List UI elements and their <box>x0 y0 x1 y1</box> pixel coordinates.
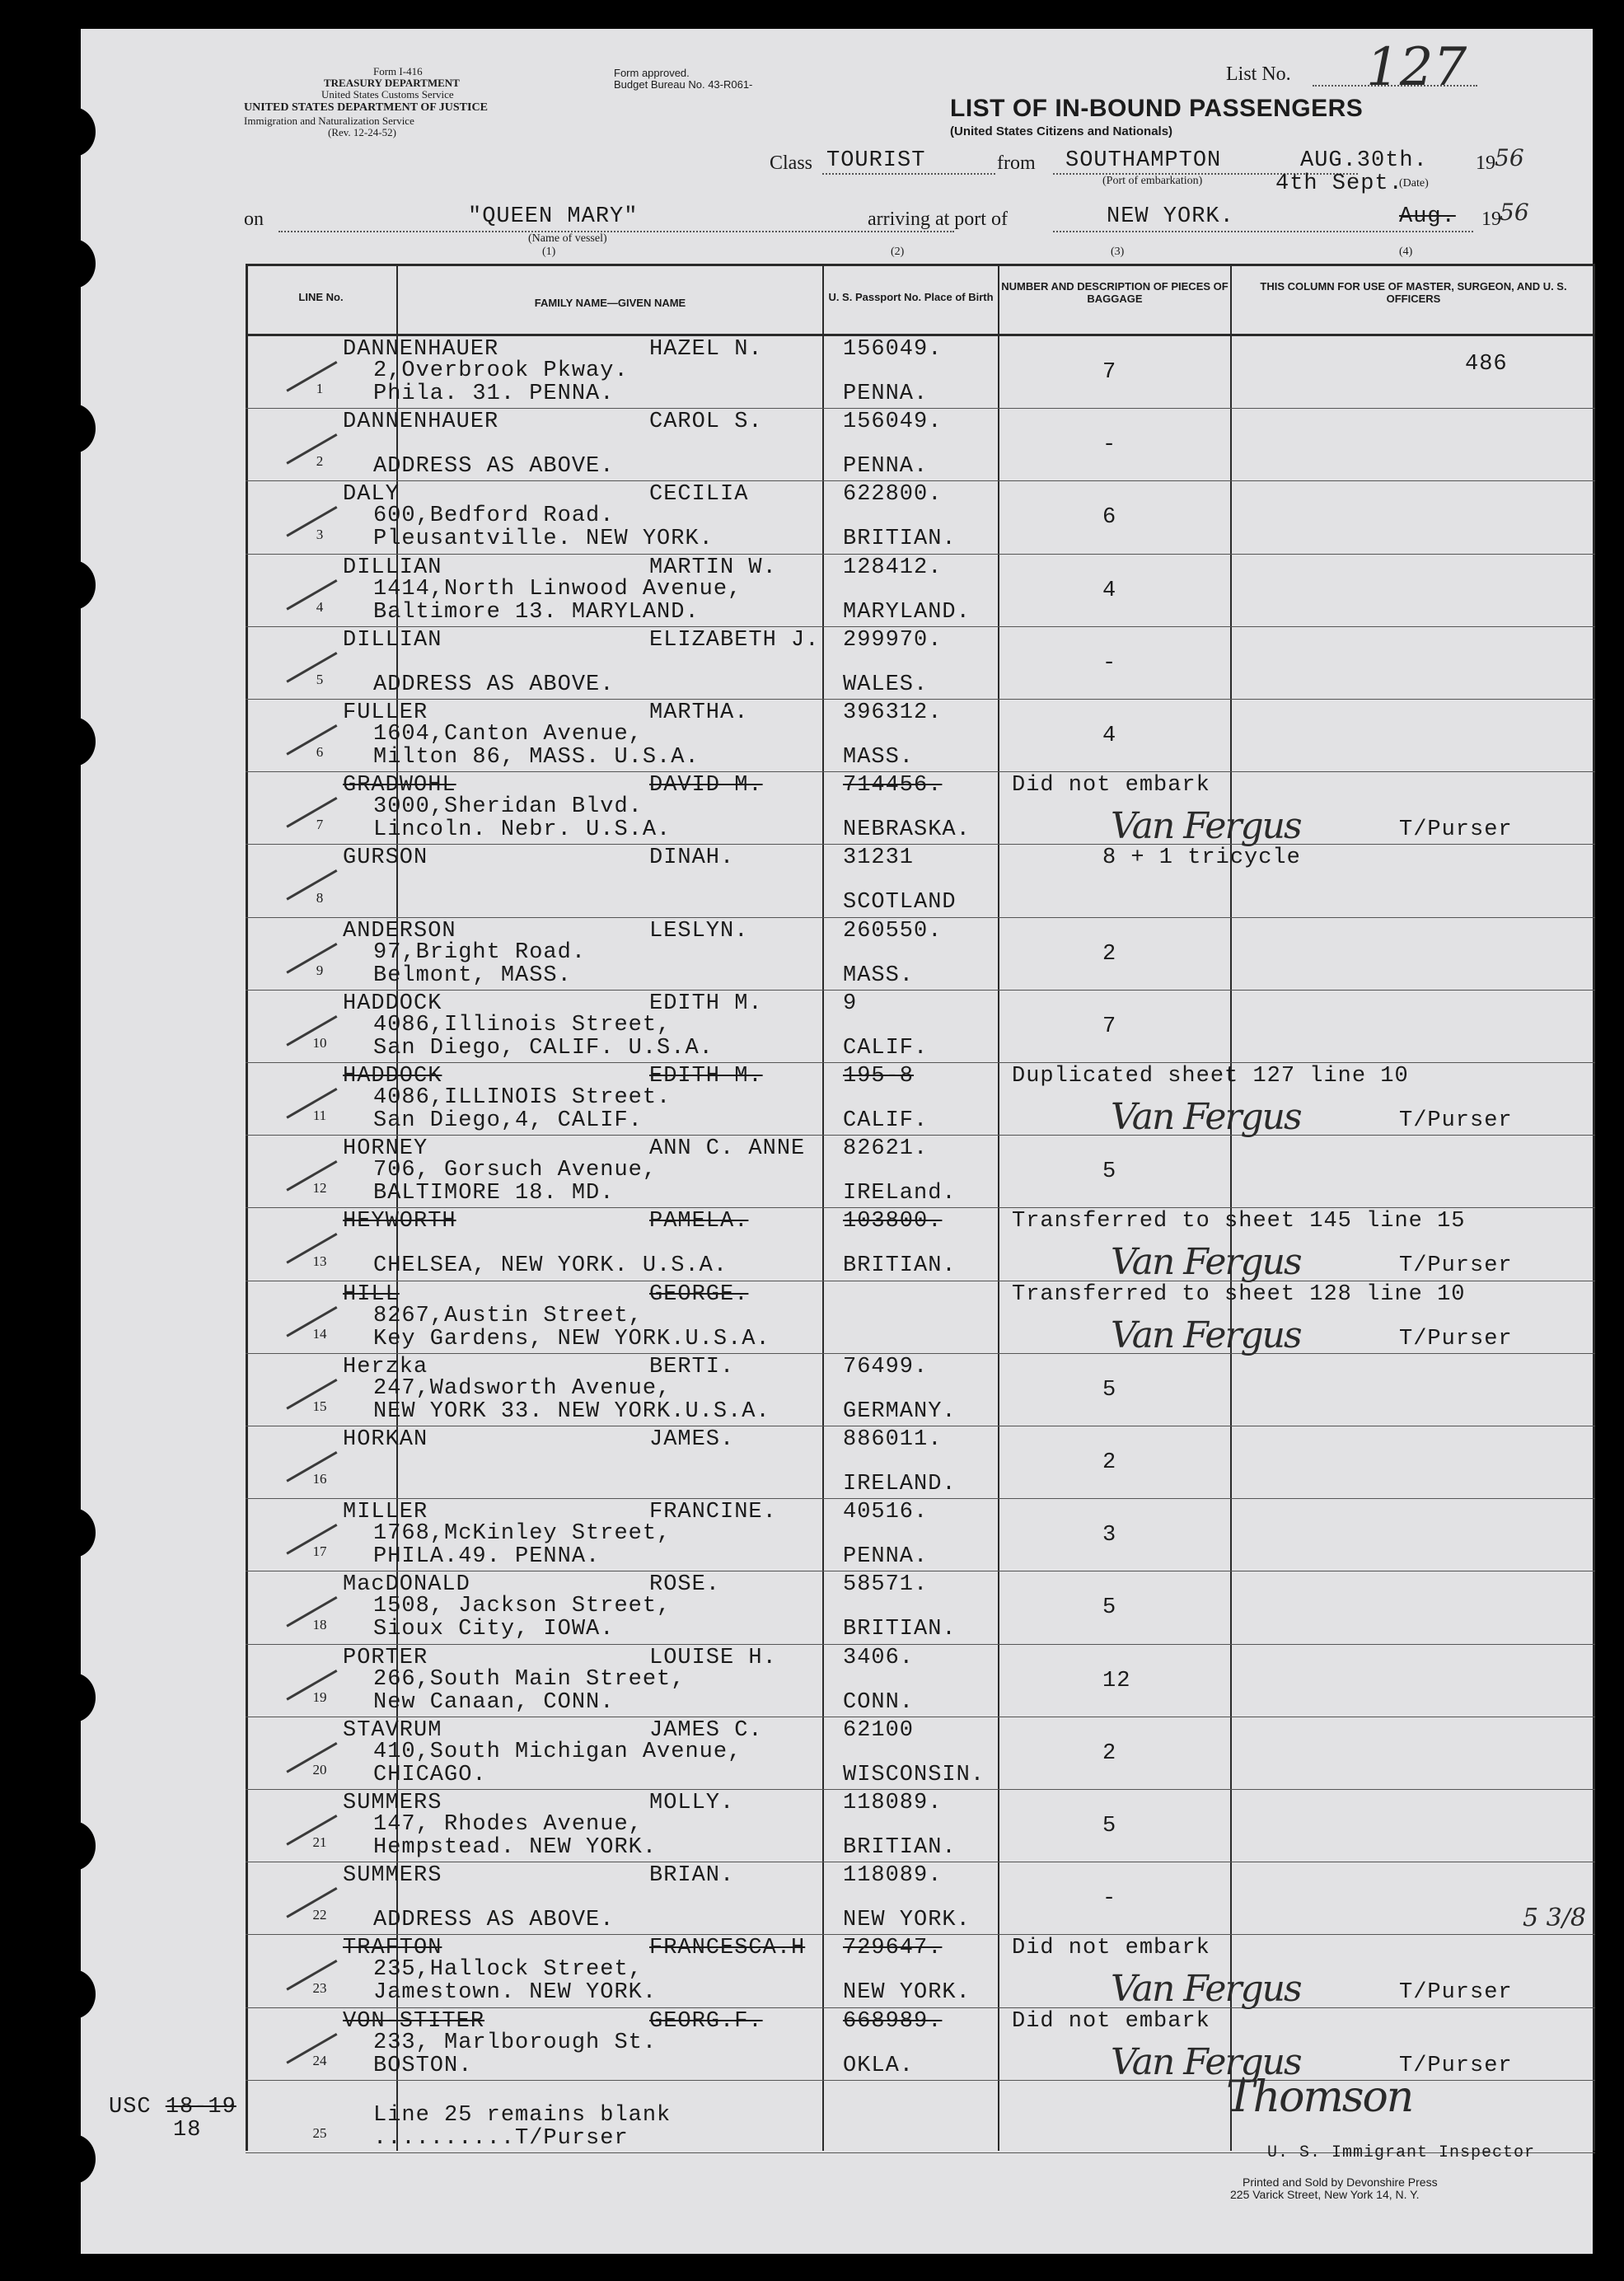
purser-signature: Van Fergus <box>1111 2040 1301 2083</box>
family-name: HORNEY <box>343 1136 428 1162</box>
usc-struck: 18-19 <box>165 2095 236 2119</box>
baggage: - <box>1102 650 1117 676</box>
dept2-sub: Immigration and Naturalization Service <box>244 115 414 127</box>
address-line-1: 235,Hallock Street, <box>373 1957 643 1983</box>
list-no-value: 127 <box>1366 37 1467 98</box>
line-number: 14 <box>312 1325 327 1342</box>
given-name: MARTIN W. <box>649 555 777 580</box>
address-line-2: Hempstead. NEW YORK. <box>373 1835 658 1860</box>
line-number: 18 <box>312 1616 327 1632</box>
line-number: 2 <box>316 453 324 470</box>
col-num-1: (1) <box>542 246 556 258</box>
printer-line-1: Printed and Sold by Devonshire Press <box>1243 2176 1438 2189</box>
given-name: BERTI. <box>649 1354 735 1379</box>
baggage: 4 <box>1102 578 1117 603</box>
address-line-2: Sioux City, IOWA. <box>373 1617 615 1642</box>
passport-number: 729647. <box>843 1936 943 1961</box>
line-number: 5 <box>316 672 324 687</box>
from-label: from <box>997 152 1036 174</box>
family-name: SUMMERS <box>343 1863 442 1889</box>
row-divider <box>246 917 1595 918</box>
place-of-birth: PENNA. <box>843 382 929 406</box>
place-of-birth: NEW YORK. <box>843 1908 971 1933</box>
address-line-1: 410,South Michigan Avenue, <box>373 1739 742 1764</box>
address-line-2: Belmont, MASS. <box>373 963 572 988</box>
form-subtitle: (United States Citizens and Nationals) <box>950 124 1173 138</box>
family-name: GRADWOHL <box>343 773 456 799</box>
arrival-line <box>1053 231 1473 232</box>
given-name: LESLYN. <box>649 918 749 944</box>
baggage: 8 + 1 tricycle <box>1102 845 1301 871</box>
baggage: 5 <box>1102 1159 1117 1185</box>
place-of-birth: IRELand. <box>843 1181 957 1206</box>
on-label: on <box>244 208 264 230</box>
line-number: 9 <box>316 962 324 978</box>
family-name: HADDOCK <box>343 991 442 1016</box>
given-name: MOLLY. <box>649 1791 735 1815</box>
date-caption: (Date) <box>1399 177 1429 190</box>
passport-number: 156049. <box>843 337 943 362</box>
punch-hole <box>51 2134 96 2184</box>
line-number: 7 <box>316 817 324 833</box>
address-line-2: San Diego, CALIF. U.S.A. <box>373 1035 714 1061</box>
given-name: BRIAN. <box>649 1863 735 1889</box>
place-of-birth: MASS. <box>843 963 915 988</box>
line-number: 15 <box>312 1398 327 1414</box>
purser-signature: Van Fergus <box>1111 1241 1301 1284</box>
baggage: 2 <box>1102 1740 1117 1766</box>
address-line-2: Baltimore 13. MARYLAND. <box>373 599 700 625</box>
baggage: - <box>1102 433 1117 458</box>
address-line-2: Pleusantville. NEW YORK. <box>373 527 714 552</box>
officer-note: 5 3/8 <box>1523 1904 1586 1933</box>
family-name: DILLIAN <box>343 555 442 580</box>
year-prefix-1: 19 <box>1476 152 1495 174</box>
inspector-signature: Thomson <box>1226 2073 1413 2122</box>
address-line-1: 4086,Illinois Street, <box>373 1012 672 1037</box>
family-name: HILL <box>343 1281 400 1307</box>
line-number: 6 <box>316 744 324 761</box>
place-of-birth: IRELAND. <box>843 1472 957 1496</box>
family-name: FULLER <box>343 700 428 725</box>
address-line-1: 1768,McKinley Street, <box>373 1521 672 1547</box>
arrival-port: NEW YORK. <box>1107 204 1234 229</box>
address-line-1: 1414,North Linwood Avenue, <box>373 576 742 602</box>
officer-note: T/Purser <box>1399 2053 1513 2078</box>
baggage: 12 <box>1102 1668 1131 1693</box>
family-name: MILLER <box>343 1500 428 1525</box>
address-line-1: 706, Gorsuch Avenue, <box>373 1158 658 1183</box>
passport-number: 103800. <box>843 1209 943 1234</box>
family-name: DANNENHAUER <box>343 410 499 435</box>
row-divider <box>246 1644 1595 1645</box>
family-name: DANNENHAUER <box>343 337 499 362</box>
address-line-1: 233, Marlborough St. <box>373 2030 658 2055</box>
family-name: PORTER <box>343 1645 428 1670</box>
line-number: 22 <box>312 1907 327 1923</box>
address-line-2: Lincoln. Nebr. U.S.A. <box>373 817 672 843</box>
punch-hole <box>51 560 96 610</box>
family-name: SUMMERS <box>343 1791 442 1815</box>
given-name: FRANCINE. <box>649 1500 777 1525</box>
passport-number: 668989. <box>843 2008 943 2034</box>
place-of-birth: MASS. <box>843 745 915 770</box>
family-name: HEYWORTH <box>343 1209 456 1234</box>
place-of-birth: SCOTLAND <box>843 890 957 916</box>
address-line-1: 2,Overbrook Pkway. <box>373 358 629 383</box>
address-line-2: Phila. 31. PENNA. <box>373 382 615 406</box>
officer-note: 486 <box>1465 352 1508 377</box>
row-divider <box>246 1062 1595 1063</box>
family-name: TRAFTON <box>343 1936 442 1961</box>
passport-number: 886011. <box>843 1427 943 1452</box>
document-sheet <box>81 29 1593 2254</box>
row-divider <box>246 1498 1595 1499</box>
row-divider <box>246 626 1595 627</box>
punch-hole <box>51 239 96 288</box>
address-line-2: ADDRESS AS ABOVE. <box>373 672 615 697</box>
passport-number: 622800. <box>843 482 943 508</box>
address-line-2: CHICAGO. <box>373 1762 487 1787</box>
port-embarkation: SOUTHAMPTON <box>1065 148 1222 173</box>
passport-number: 82621. <box>843 1136 929 1162</box>
place-of-birth: CALIF. <box>843 1035 929 1061</box>
line-number: 1 <box>316 381 324 397</box>
line-number: 24 <box>312 2052 327 2068</box>
given-name: ANN C. ANNE <box>649 1136 806 1162</box>
passport-number: 76499. <box>843 1354 929 1379</box>
given-name: GEORG.F. <box>649 2008 763 2034</box>
row-divider <box>246 1353 1595 1354</box>
address-line-1: 147, Rhodes Avenue, <box>373 1812 643 1837</box>
purser-signature: Van Fergus <box>1111 1968 1301 2011</box>
address-line-2: ADDRESS AS ABOVE. <box>373 454 615 480</box>
col-header-baggage: NUMBER AND DESCRIPTION OF PIECES OF BAGGAGE <box>1001 280 1229 305</box>
line-number: 3 <box>316 526 324 542</box>
baggage: Did not embark <box>1012 1936 1210 1961</box>
dept1: TREASURY DEPARTMENT <box>324 77 460 89</box>
address-line-2: BOSTON. <box>373 2053 473 2078</box>
row-divider <box>246 1207 1595 1208</box>
col-header-passport: U. S. Passport No. Place of Birth <box>828 291 994 303</box>
passport-number: 118089. <box>843 1863 943 1889</box>
passport-number: 118089. <box>843 1791 943 1815</box>
place-of-birth: BRITIAN. <box>843 1617 957 1642</box>
row-divider <box>246 990 1595 991</box>
punch-hole <box>51 404 96 453</box>
address-line-1: 247,Wadsworth Avenue, <box>373 1375 672 1401</box>
year-1: 56 <box>1495 144 1524 171</box>
officer-note: T/Purser <box>1399 1108 1513 1133</box>
line-number: 25 <box>312 2125 327 2141</box>
baggage: Did not embark <box>1012 773 1210 799</box>
place-of-birth: PENNA. <box>843 454 929 480</box>
passport-number: 62100 <box>843 1717 915 1743</box>
family-name: DILLIAN <box>343 627 442 653</box>
baggage: 3 <box>1102 1523 1117 1548</box>
family-name: STAVRUM <box>343 1717 442 1743</box>
line-number: 12 <box>312 1180 327 1197</box>
passport-number: 156049. <box>843 410 943 435</box>
family-name: HADDOCK <box>343 1064 442 1089</box>
row-divider <box>246 844 1595 845</box>
arrival-date-1: AUG.30th. <box>1300 148 1428 173</box>
passport-number: 299970. <box>843 627 943 653</box>
passport-number: 260550. <box>843 918 943 944</box>
dept1-sub: United States Customs Service <box>321 88 454 101</box>
address-line-2: CHELSEA, NEW YORK. U.S.A. <box>373 1253 728 1279</box>
revision: (Rev. 12-24-52) <box>328 126 396 138</box>
place-of-birth: CONN. <box>843 1689 915 1715</box>
place-of-birth: PENNA. <box>843 1544 929 1570</box>
class-value: TOURIST <box>826 148 926 173</box>
given-name: EDITH M. <box>649 991 763 1016</box>
arrival-date-2: Aug. <box>1399 204 1456 229</box>
passport-number: 396312. <box>843 700 943 725</box>
address-line-2: Jamestown. NEW YORK. <box>373 1980 658 2006</box>
address-line-2: New Canaan, CONN. <box>373 1689 615 1715</box>
line-number: 11 <box>312 1108 327 1124</box>
passport-number: 3406. <box>843 1645 915 1670</box>
dept2: UNITED STATES DEPARTMENT OF JUSTICE <box>244 101 488 114</box>
line-number: 4 <box>316 598 324 615</box>
header-divider <box>246 334 1595 336</box>
place-of-birth: NEW YORK. <box>843 1980 971 2006</box>
baggage: 5 <box>1102 1377 1117 1403</box>
purser-signature: Van Fergus <box>1111 1314 1301 1356</box>
baggage: 7 <box>1102 360 1117 385</box>
baggage: Transferred to sheet 145 line 15 <box>1012 1209 1466 1234</box>
line-number: 21 <box>312 1834 327 1851</box>
place-of-birth: WALES. <box>843 672 929 697</box>
punch-hole <box>51 1508 96 1557</box>
address-line-2: ADDRESS AS ABOVE. <box>373 1908 615 1933</box>
given-name: ROSE. <box>649 1572 721 1598</box>
given-name: LOUISE H. <box>649 1645 777 1670</box>
usc-value-2: 18 <box>173 2118 202 2143</box>
baggage: 4 <box>1102 724 1117 748</box>
address-line-1: 3000,Sheridan Blvd. <box>373 794 643 820</box>
address-line-1: 1508, Jackson Street, <box>373 1594 672 1619</box>
place-of-birth: NEBRASKA. <box>843 817 971 843</box>
passport-number: 714456. <box>843 773 943 799</box>
passport-number: 31231 <box>843 845 915 871</box>
passport-number: 9 <box>843 991 858 1016</box>
place-of-birth: MARYLAND. <box>843 599 971 625</box>
baggage: Transferred to sheet 128 line 10 <box>1012 1281 1466 1307</box>
purser-signature: Van Fergus <box>1111 805 1301 848</box>
given-name: MARTHA. <box>649 700 749 725</box>
line-number: 20 <box>312 1762 327 1777</box>
baggage: 2 <box>1102 1450 1117 1475</box>
address-line-1: 8267,Austin Street, <box>373 1303 643 1328</box>
address-line-1: 266,South Main Street, <box>373 1666 686 1692</box>
line-number: 10 <box>312 1035 327 1051</box>
year-2: 56 <box>1500 199 1529 226</box>
place-of-birth: BRITIAN. <box>843 1253 957 1279</box>
form-title: LIST OF IN-BOUND PASSENGERS <box>950 95 1364 122</box>
punch-hole <box>51 1673 96 1722</box>
class-label: Class <box>770 152 813 174</box>
printer-line-2: 225 Varick Street, New York 14, N. Y. <box>1230 2188 1420 2201</box>
row-divider <box>246 480 1595 481</box>
address-line-2: Milton 86, MASS. U.S.A. <box>373 745 700 770</box>
form-id: Form I-416 <box>373 65 423 77</box>
family-name: HORKAN <box>343 1427 428 1452</box>
budget-bureau: Budget Bureau No. 43-R061- <box>614 78 753 91</box>
baggage: 7 <box>1102 1014 1117 1039</box>
given-name: JAMES C. <box>649 1717 763 1743</box>
date-alt: 4th Sept. <box>1275 171 1403 196</box>
col-header-name: FAMILY NAME—GIVEN NAME <box>534 297 686 309</box>
arriving-label: arriving at port of <box>868 208 1008 230</box>
given-name: FRANCESCA.H <box>649 1936 806 1961</box>
baggage: - <box>1102 1886 1117 1912</box>
address-line-2: Key Gardens, NEW YORK.U.S.A. <box>373 1326 770 1351</box>
punch-hole <box>51 107 96 157</box>
given-name: CECILIA <box>649 482 749 508</box>
place-of-birth: WISCONSIN. <box>843 1762 985 1787</box>
place-of-birth: GERMANY. <box>843 1398 957 1424</box>
family-name: MacDONALD <box>343 1572 470 1598</box>
row-divider <box>246 554 1595 555</box>
address-line-2: NEW YORK 33. NEW YORK.U.S.A. <box>373 1398 770 1424</box>
baggage: 6 <box>1102 505 1117 531</box>
form-approved: Form approved. <box>614 67 690 79</box>
given-name: CAROL S. <box>649 410 763 435</box>
passport-number: 58571. <box>843 1572 929 1598</box>
officer-note: T/Purser <box>1399 1253 1513 1279</box>
line-number: 8 <box>316 889 324 906</box>
punch-hole <box>51 1970 96 2019</box>
officer-note: T/Purser <box>1399 1980 1513 2006</box>
family-name: DALY <box>343 482 400 508</box>
place-of-birth: OKLA. <box>843 2053 915 2078</box>
line-number: 16 <box>312 1471 327 1487</box>
given-name: GEORGE. <box>649 1281 749 1307</box>
punch-hole <box>51 1821 96 1871</box>
family-name: VON-STITER <box>343 2008 485 2034</box>
class-line <box>822 173 995 175</box>
vessel-caption: (Name of vessel) <box>528 232 607 245</box>
col-header-officers: THIS COLUMN FOR USE OF MASTER, SURGEON, AND U. S. OFFICERS <box>1260 280 1567 305</box>
address-line-1: 1604,Canton Avenue, <box>373 722 643 747</box>
port-embark-caption: (Port of embarkation) <box>1102 175 1203 187</box>
row-divider <box>246 1135 1595 1136</box>
place-of-birth: CALIF. <box>843 1108 929 1133</box>
col-num-3: (3) <box>1111 246 1125 258</box>
family-name: ANDERSON <box>343 918 456 944</box>
row-divider <box>246 2007 1595 2008</box>
address-line-1: Line 25 remains blank <box>373 2102 672 2128</box>
vessel-name: "QUEEN MARY" <box>468 204 639 229</box>
row-divider <box>246 408 1595 409</box>
inspector-title: U. S. Immigrant Inspector <box>1267 2143 1536 2162</box>
address-line-1: 600,Bedford Road. <box>373 504 615 529</box>
given-name: DAVID M. <box>649 773 763 799</box>
given-name: PAMELA. <box>649 1209 749 1234</box>
line-number: 23 <box>312 1979 327 1996</box>
row-divider <box>246 771 1595 772</box>
baggage: 5 <box>1102 1595 1117 1621</box>
list-no-label: List No. <box>1226 63 1291 85</box>
passport-number: 195-8 <box>843 1064 915 1089</box>
line-number: 17 <box>312 1543 327 1560</box>
passport-number: 128412. <box>843 555 943 580</box>
given-name: HAZEL N. <box>649 337 763 362</box>
row-divider <box>246 1789 1595 1790</box>
address-line-1: 4086,ILLINOIS Street. <box>373 1085 672 1110</box>
passport-number: 40516. <box>843 1500 929 1525</box>
address-line-1: 97,Bright Road. <box>373 939 587 965</box>
officer-note: T/Purser <box>1399 1326 1513 1351</box>
family-name: GURSON <box>343 845 428 871</box>
baggage: 2 <box>1102 941 1117 967</box>
address-line-2: San Diego,4, CALIF. <box>373 1108 643 1133</box>
address-line-2: BALTIMORE 18. MD. <box>373 1181 615 1206</box>
family-name: Herzka <box>343 1354 428 1379</box>
given-name: JAMES. <box>649 1427 735 1452</box>
baggage: Duplicated sheet 127 line 10 <box>1012 1064 1409 1089</box>
row-divider <box>246 699 1595 700</box>
address-line-2: ..........T/Purser <box>373 2125 629 2151</box>
given-name: DINAH. <box>649 845 735 871</box>
usc-prefix: USC 18-19 <box>109 2095 236 2119</box>
vessel-line <box>278 231 954 232</box>
col-header-line: LINE No. <box>298 291 344 303</box>
given-name: EDITH M. <box>649 1064 763 1089</box>
year-prefix-2: 19 <box>1481 208 1501 230</box>
given-name: ELIZABETH J. <box>649 627 820 653</box>
col-num-2: (2) <box>891 246 905 258</box>
line-number: 19 <box>312 1689 327 1705</box>
punch-hole <box>51 717 96 766</box>
line-number: 13 <box>312 1253 327 1269</box>
officer-note: T/Purser <box>1399 817 1513 843</box>
purser-signature: Van Fergus <box>1111 1096 1301 1138</box>
place-of-birth: BRITIAN. <box>843 527 957 552</box>
place-of-birth: BRITIAN. <box>843 1835 957 1860</box>
col-num-4: (4) <box>1399 246 1413 258</box>
baggage: 5 <box>1102 1814 1117 1838</box>
baggage: Did not embark <box>1012 2008 1210 2034</box>
row-divider <box>246 1934 1595 1935</box>
address-line-2: PHILA.49. PENNA. <box>373 1544 601 1570</box>
